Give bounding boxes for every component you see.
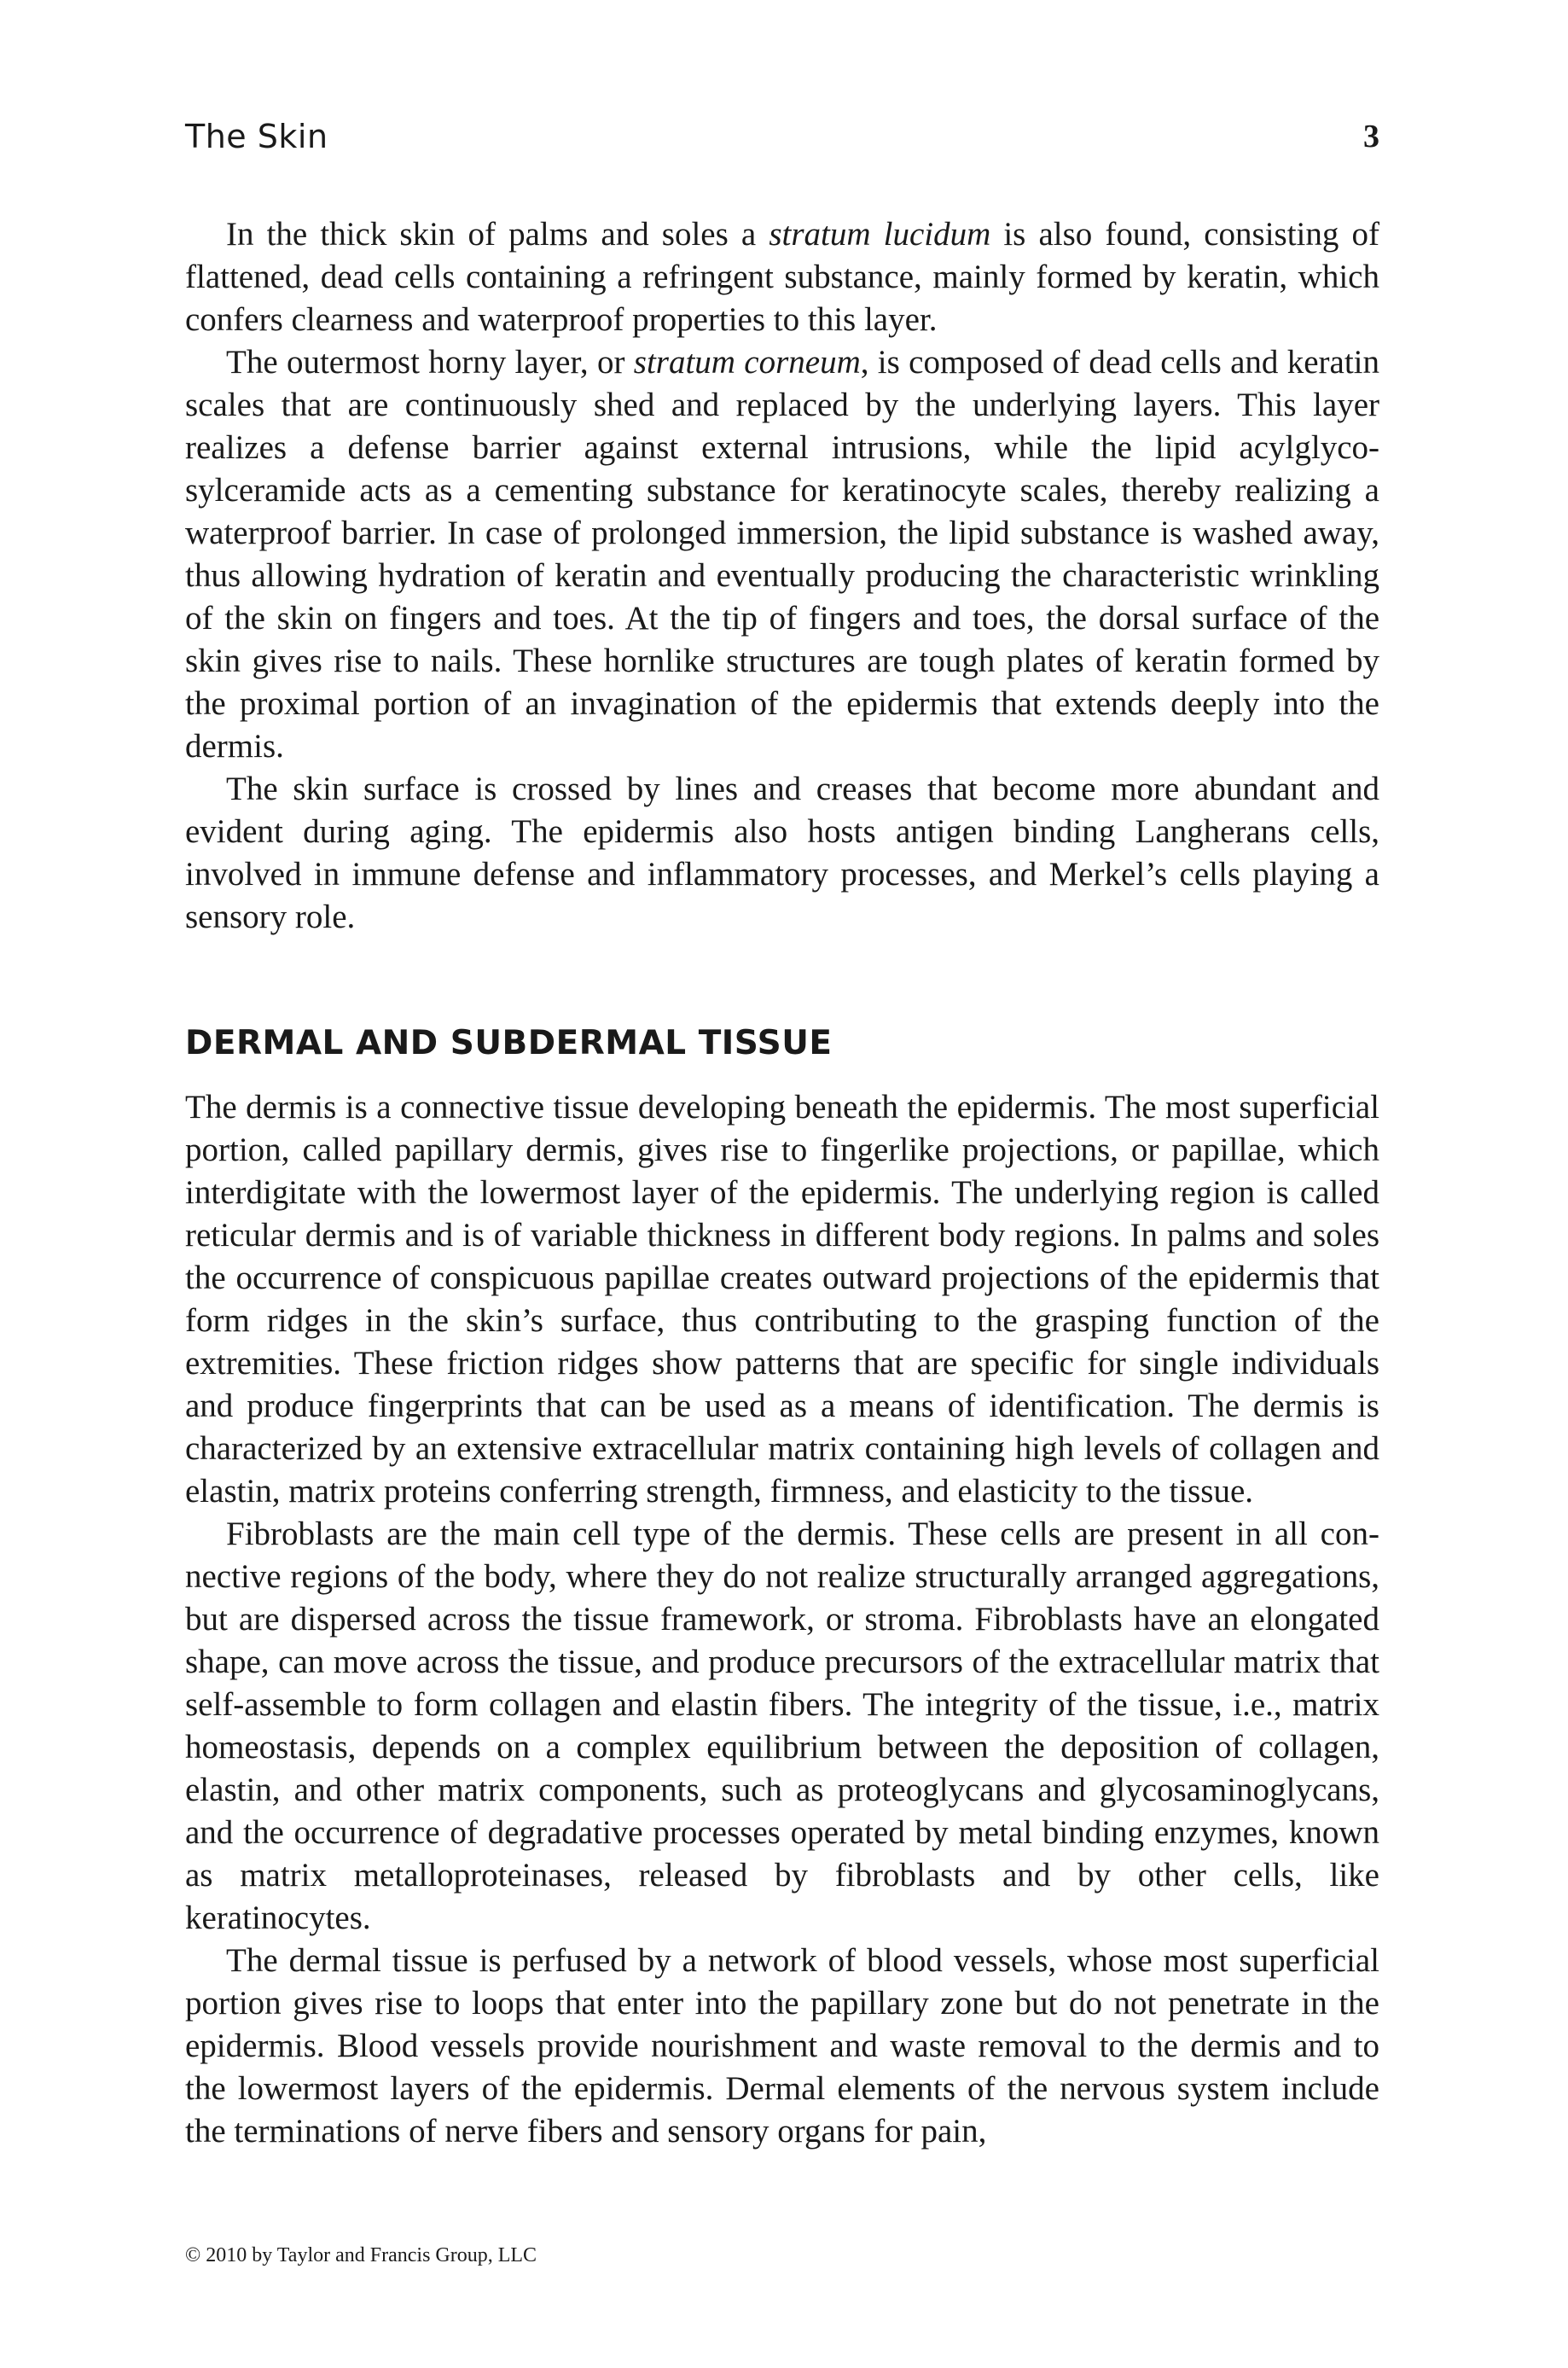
copyright-footer: © 2010 by Taylor and Francis Group, LLC — [185, 2244, 537, 2266]
running-head — [185, 118, 1379, 169]
paragraph-stratum-lucidum: In the thick skin of palms and soles a stratum lucidum is also found, consisting of flattened, dead cells containing a refringent substance, mainly formed by keratin, which confers clearness and waterproof properties to this layer. — [185, 216, 1379, 338]
page-number: 3 — [1363, 119, 1379, 154]
term-stratum-lucidum: stratum lucidum — [769, 216, 991, 253]
term-stratum-corneum: stratum corneum — [633, 344, 861, 381]
paragraph-stratum-corneum: The outermost horny layer, or stratum corneum, is composed of dead cells and keratin scales that are continuously shed and replaced by the underlying layers. This layer realizes a defense barrier against external intrusions, while the lipid acylglycosylceramide acts as a cementing substance for keratinocyte scales, thereby realizing a waterproof barrier. In case of prolonged immersion, the lipid substance is washed away, thus allowing hydration of keratin and eventually producing the characteristic wrinkling of the skin on fingers and toes. At the tip of fingers and toes, the dorsal surface of the skin gives rise to nails. These hornlike structures are tough plates of keratin formed by the proximal portion of an invagination of the epidermis that extends deeply into the dermis. — [185, 344, 1379, 765]
paragraph-blood-vessels: The dermal tissue is perfused by a network of blood vessels, whose most superficial portion gives rise to loops that enter into the papillary zone but do not penetrate in the epidermis. Blood vessels provide nourishment and waste removal to the dermis and to the lowermost layers of the epidermis. Dermal elements of the nervous system include the terminations of nerve fibers and sensory organs for pain, — [185, 1942, 1379, 2150]
paragraph-fibroblasts: Fibroblasts are the main cell type of the dermis. These cells are present in all connective regions of the body, where they do not realize structurally arranged aggregations, but are dispersed across the tissue framework, or stroma. Fibroblasts have an elongated shape, can move across the tissue, and produce precursors of the extracellular matrix that self-assemble to form collagen and elastin fibers. The integrity of the tissue, i.e., matrix homeostasis, depends on a complex equilibrium between the deposition of collagen, elastin, and other matrix components, such as proteoglycans and glycosaminoglycans, and the occurrence of degradative processes operated by metal binding enzymes, known as matrix metalloproteinases, released by fibroblasts and by other cells, like keratinocytes. — [185, 1516, 1379, 1936]
book-page — [185, 0, 1379, 2368]
paragraph-dermis: The dermis is a connective tissue developing beneath the epidermis. The most superficial portion, called papillary dermis, gives rise to fingerlike projections, or papillae, which interdigitate with the lowermost layer of the epidermis. The underlying region is called reticular dermis and is of variable thickness in different body regions. In palms and soles the occurrence of conspicuous papillae creates outward projections of the epidermis that form ridges in the skin’s surface, thus contributing to the grasping function of the extremities. These friction ridges show patterns that are specific for single individuals and produce fingerprints that can be used as a means of identification. The dermis is characterized by an extensive extracellular matrix containing high levels of collagen and elastin, matrix proteins conferring strength, firmness, and elasticity to the tissue. — [185, 1089, 1379, 1510]
section-heading: DERMAL AND SUBDERMAL TISSUE — [185, 1024, 833, 1062]
paragraph-skin-surface: The skin surface is crossed by lines and creases that become more abundant and evident during aging. The epidermis also hosts antigen binding Langherans cells, involved in immune defense and inflammatory processes, and Merkel’s cells playing a sensory role. — [185, 771, 1379, 935]
running-title: The Skin — [185, 118, 328, 155]
body-text — [185, 213, 1379, 2153]
